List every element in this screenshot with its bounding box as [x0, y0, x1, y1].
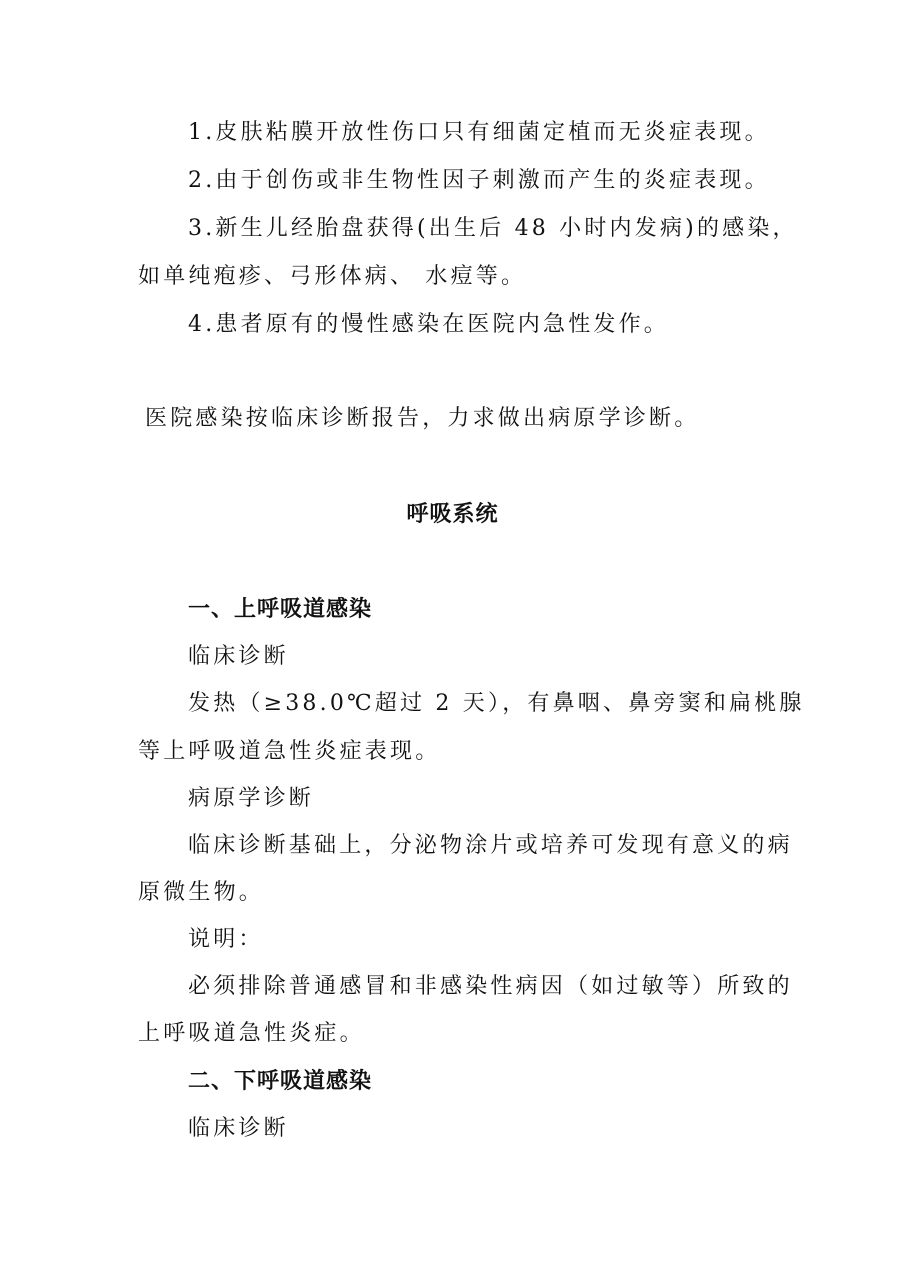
upper-note-label: 说明：	[188, 927, 264, 952]
upper-note-text-line-1: 必须排除普通感冒和非感染性病因（如过敏等）所致的	[188, 974, 793, 999]
upper-pathogen-label: 病原学诊断	[188, 786, 315, 811]
lower-clinical-label: 临床诊断	[188, 1116, 289, 1141]
upper-clinical-text-line-2: 等上呼吸道急性炎症表现。	[138, 739, 441, 764]
lower-respiratory-heading: 二、下呼吸道感染	[188, 1069, 373, 1094]
exclusion-item-3-continued: 如单纯疱疹、弓形体病、 水痘等。	[138, 264, 527, 289]
upper-note-text-line-2: 上呼吸道急性炎症。	[138, 1021, 365, 1046]
exclusion-item-4: 4.患者原有的慢性感染在医院内急性发作。	[188, 312, 669, 337]
upper-pathogen-text-line-2: 原微生物。	[138, 880, 265, 905]
upper-respiratory-heading: 一、上呼吸道感染	[188, 597, 373, 622]
exclusion-item-2: 2.由于创伤或非生物性因子刺激而产生的炎症表现。	[188, 168, 770, 193]
upper-clinical-text-line-1: 发热（≥38.0℃超过 2 天），有鼻咽、鼻旁窦和扁桃腺	[188, 691, 805, 716]
exclusion-item-1: 1.皮肤粘膜开放性伤口只有细菌定植而无炎症表现。	[188, 120, 770, 145]
upper-clinical-label: 临床诊断	[188, 644, 289, 669]
section-title: 呼吸系统	[406, 502, 499, 527]
exclusion-item-3: 3.新生儿经胎盘获得(出生后 48 小时内发病)的感染，	[188, 216, 798, 241]
report-note: 医院感染按临床诊断报告，力求做出病原学诊断。	[145, 406, 700, 431]
upper-pathogen-text-line-1: 临床诊断基础上，分泌物涂片或培养可发现有意义的病	[188, 833, 793, 858]
